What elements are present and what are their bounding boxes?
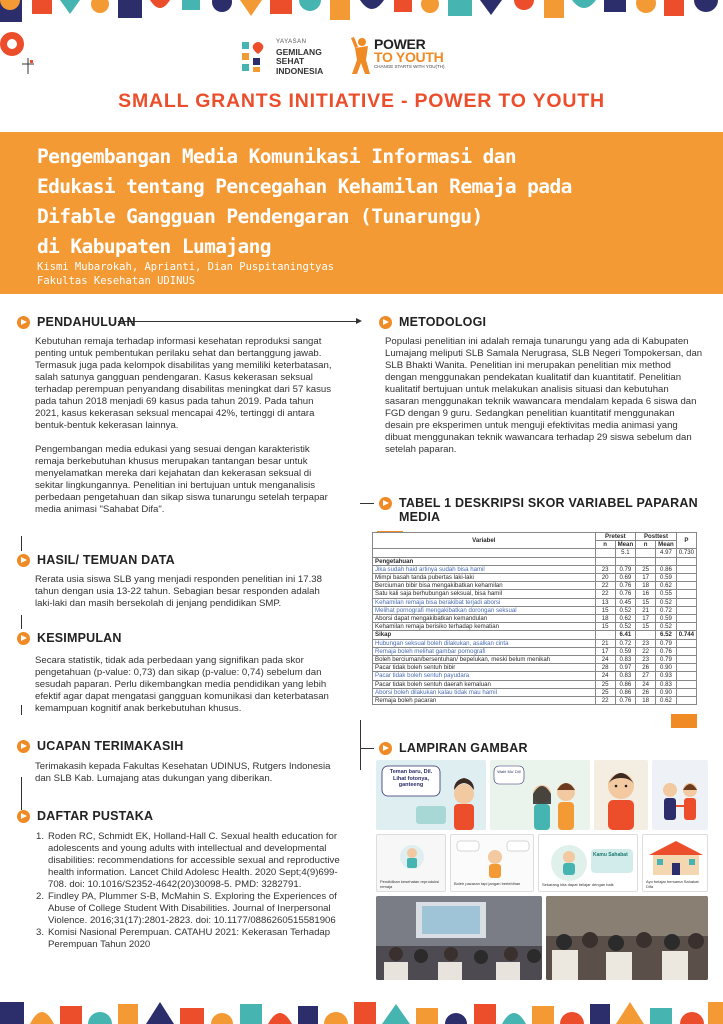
gallery-image-slide-1 <box>376 834 446 892</box>
row-value: 0.83 <box>615 672 636 680</box>
row-value: 15 <box>636 623 656 631</box>
row-value <box>676 615 696 623</box>
ygsi-mark-icon <box>240 40 272 74</box>
row-label: Remaja boleh melihat gambar pornografi <box>373 647 596 655</box>
row-label: Kehamilan remaja bisa berakibat terjadi aborsi <box>373 598 596 606</box>
row-value: 23 <box>636 656 656 664</box>
row-label: Mimpi basah tanda pubertas laki-laki <box>373 574 596 582</box>
ygsi-line: GEMILANG <box>276 46 322 57</box>
table-row <box>373 623 697 631</box>
ygsi-line: SEHAT <box>276 56 305 66</box>
row-value <box>676 647 696 655</box>
section-title: LAMPIRAN GAMBAR <box>399 741 528 755</box>
row-value: 18 <box>595 615 615 623</box>
row-value <box>676 557 696 565</box>
row-value: 18 <box>636 582 656 590</box>
row-value <box>676 672 696 680</box>
row-label: Boleh berciuman/bersentuhan/ bepelukan, meski belum menikah <box>373 656 596 664</box>
row-label: Melihat pornografi mengakibatkan dorongan seksual <box>373 606 596 614</box>
score-table-body <box>373 549 697 705</box>
section-heading-pendahuluan <box>17 314 136 330</box>
row-label: Aborsi dapat mengakibatkan kemandulan <box>373 615 596 623</box>
slide-heading: Kamu Sahabat <box>593 852 628 858</box>
row-value: 4.97 <box>656 549 677 557</box>
row-value <box>676 680 696 688</box>
section-title: DAFTAR PUSTAKA <box>37 809 154 823</box>
section-title: KESIMPULAN <box>37 631 122 645</box>
title-line: di Kabupaten Lumajang <box>37 235 271 258</box>
section-heading-lampiran <box>379 740 528 756</box>
table-row <box>373 574 697 582</box>
gallery-image-slide-3 <box>538 834 638 892</box>
row-value <box>676 574 696 582</box>
row-label: Pacar tidak boleh sentuh bibir <box>373 664 596 672</box>
reference-text: Komisi Nasional Perempuan. CATAHU 2021: Kekerasan Terhadap Perempuan Tahun 2020 <box>48 927 331 950</box>
author-block <box>37 260 334 288</box>
row-value <box>676 697 696 705</box>
row-value: 0.69 <box>615 574 636 582</box>
table-row <box>373 656 697 664</box>
row-value: 0.45 <box>615 598 636 606</box>
ygsi-logo <box>240 38 340 78</box>
section-heading-tabel <box>379 496 699 526</box>
row-value: 22 <box>595 697 615 705</box>
row-value: 0.744 <box>676 631 696 639</box>
image-caption: Sekarang kita dapat belajar dengan baik <box>542 882 614 887</box>
orange-tag <box>671 714 697 728</box>
col-pretest: Pretest <box>595 533 636 541</box>
gallery-image-chat <box>376 760 486 830</box>
affiliation: Fakultas Kesehatan UDINUS <box>37 275 196 287</box>
row-value: 24 <box>595 672 615 680</box>
col-p: P <box>676 533 696 549</box>
image-caption: Ayo belajar bersama Sahabat Difa <box>646 879 699 889</box>
row-label <box>373 549 596 557</box>
gallery-photo-classroom-1 <box>376 896 542 980</box>
row-label: Sikap <box>373 631 596 639</box>
kesimpulan-body <box>35 655 345 727</box>
paragraph: Kebutuhan remaja terhadap informasi kesehatan reproduksi sangat penting untuk pembentukan perilaku sehat dan bertanggung jawab. Termasuk juga pada kelompok disabilitas yang memiliki keterbatasan, salah satunya gangguan pendengaran. Kasus kekerasan seksual terhadap perempuan penyandang disabilitas meningkat dari 57 kasus pada tahun 2018 menjadi 69 kasus pada tahun 2019. Pada tahun 2021, kasus kekerasan seksual mencapai 42%, tertinggi di antara bentuk-bentuk kekerasan lainnya. <box>35 336 332 431</box>
row-value: 0.86 <box>615 688 636 696</box>
arrow-bullet-icon <box>17 632 30 645</box>
row-value <box>676 623 696 631</box>
row-value: 0.76 <box>615 697 636 705</box>
connector-arrowhead <box>356 318 362 324</box>
row-value: 0.59 <box>615 647 636 655</box>
row-value <box>595 557 615 565</box>
authors: Kismi Mubarokah, Aprianti, Dian Puspitaningtyas <box>37 261 335 273</box>
row-value <box>676 598 696 606</box>
table-row <box>373 557 697 565</box>
row-label: Pengetahuan <box>373 557 596 565</box>
reference-number: 3. <box>36 927 45 938</box>
row-value: 6.41 <box>615 631 636 639</box>
paragraph: Secara statistik, tidak ada perbedaan yang signifikan pada skor pengetahuan (p-value: 0,73) dan sikap (p-value: 0,74) sebelum dan sesudah paparan. Perlu dikembangkan media pendidikan yang lebih efektif agar dapat mengatasi gangguan komunikasi dan keterbatasan kemampuan kognitif anak berkebutuhan khusus. <box>35 655 329 714</box>
section-heading-metodologi <box>379 314 486 330</box>
section-title: TABEL 1 DESKRIPSI SKOR VARIABEL PAPARAN MEDIA <box>399 496 698 524</box>
row-value: 22 <box>595 590 615 598</box>
col-mean: Mean <box>656 541 677 549</box>
row-value: 5.1 <box>615 549 636 557</box>
gallery-photo-classroom-2 <box>546 896 708 980</box>
gallery-image-school <box>642 834 708 892</box>
arrow-bullet-icon <box>17 810 30 823</box>
row-value: 15 <box>595 623 615 631</box>
row-value: 0.72 <box>656 606 677 614</box>
top-decorative-band <box>0 0 723 22</box>
arrow-bullet-icon <box>17 740 30 753</box>
row-value: 25 <box>595 688 615 696</box>
title-banner <box>0 132 723 294</box>
row-value: 0.59 <box>656 574 677 582</box>
row-label: Satu kali saja berhubungan seksual, bisa hamil <box>373 590 596 598</box>
row-value: 17 <box>636 615 656 623</box>
poster-title <box>37 142 697 262</box>
section-heading-kesimpulan <box>17 630 122 646</box>
row-value: 28 <box>595 664 615 672</box>
row-value: 13 <box>595 598 615 606</box>
row-value: 0.79 <box>656 656 677 664</box>
row-value <box>676 656 696 664</box>
table-row <box>373 664 697 672</box>
table-row <box>373 606 697 614</box>
row-value: 0.72 <box>615 639 636 647</box>
table-row <box>373 565 697 573</box>
row-value: 24 <box>636 680 656 688</box>
row-value <box>615 557 636 565</box>
connector-line <box>21 705 22 715</box>
row-value: 0.76 <box>615 590 636 598</box>
row-value: 21 <box>595 639 615 647</box>
connector-line <box>360 503 374 504</box>
table-row <box>373 639 697 647</box>
row-value <box>676 590 696 598</box>
bottom-decorative-band <box>0 994 723 1024</box>
row-value: 0.55 <box>656 590 677 598</box>
logo-bar <box>0 34 723 84</box>
score-table-grid <box>372 532 697 705</box>
image-gallery <box>376 760 708 980</box>
row-value: 16 <box>636 590 656 598</box>
row-value <box>676 606 696 614</box>
image-caption: Pendidikan kesehatan reproduksi remaja <box>380 879 440 889</box>
reference-item <box>36 831 341 891</box>
table-row <box>373 697 697 705</box>
table-row <box>373 631 697 639</box>
paragraph: Populasi penelitian ini adalah remaja tunarungu yang ada di Kabupaten Lumajang meliputi SLB Samala Nerugrasa, SLB Negeri Tompokersan, dan SLB Bhakti Wanita. Penelitian ini merupakan penelitian mix method dengan menggunakan pendekatan kualitatif dan kuantitatif. Penelitian kualitatif bertujuan untuk melakukan analisis situasi dan kebutuhan sasaran menggunakan teknik wawancara mendalam kepada 6 siswa dan FGD dengan 9 guru. Sedangkan penelitian kuantitatif menggunakan desain pre eksperimen untuk menguji efektivitas media animasi yang dibuat menggunakan teknik wawancara terhadap 29 siswa sebelum dan setelah paparan. <box>385 336 703 455</box>
row-value: 0.52 <box>656 598 677 606</box>
row-value: 17 <box>595 647 615 655</box>
connector-line <box>360 748 374 749</box>
row-value: 0.83 <box>656 680 677 688</box>
row-label: Aborsi boleh dilakukan kalau tidak mau hamil <box>373 688 596 696</box>
row-value: 0.86 <box>615 680 636 688</box>
row-value: 0.79 <box>615 565 636 573</box>
row-value: 0.76 <box>615 582 636 590</box>
row-value: 15 <box>636 598 656 606</box>
title-line: Difable Gangguan Pendengaran (Tunarungu) <box>37 205 483 228</box>
grant-heading: SMALL GRANTS INITIATIVE - POWER TO YOUTH <box>118 90 605 112</box>
arrow-bullet-icon <box>17 554 30 567</box>
ucapan-body <box>35 761 340 797</box>
row-value <box>676 565 696 573</box>
title-line: Pengembangan Media Komunikasi Informasi dan <box>37 145 517 168</box>
row-value: 0.62 <box>656 582 677 590</box>
row-value: 23 <box>636 639 656 647</box>
pendahuluan-body <box>35 336 340 528</box>
row-label: Kehamilan remaja berisiko terhadap kematian <box>373 623 596 631</box>
arrow-bullet-icon <box>379 316 392 329</box>
section-heading-pustaka <box>17 808 153 824</box>
reference-item <box>36 891 341 927</box>
row-value: 15 <box>595 606 615 614</box>
row-value: 23 <box>595 565 615 573</box>
row-value: 18 <box>636 697 656 705</box>
reference-text: Findley PA, Plummer S-B, McMahin S. Exploring the Experiences of Abuse of College Student With Disabilities. Journal of Inerpersonal Violence. 2016;31(17):2801-2823. doi: 10.1177/0886260515581906 <box>48 891 337 926</box>
row-value: 26 <box>636 664 656 672</box>
section-title: PENDAHULUAN <box>37 315 136 329</box>
gallery-image-girl <box>594 760 648 830</box>
row-value: 0.83 <box>615 656 636 664</box>
table-row <box>373 590 697 598</box>
row-value: 0.93 <box>656 672 677 680</box>
row-label: Pacar tidak boleh sentuh payudara <box>373 672 596 680</box>
row-value <box>656 557 677 565</box>
row-value: 0.62 <box>656 697 677 705</box>
gallery-image-slide-2 <box>450 834 534 892</box>
row-label: Berciuman bibir bisa mengakibatkan kehamilan <box>373 582 596 590</box>
section-title: UCAPAN TERIMAKASIH <box>37 739 184 753</box>
connector-line <box>21 615 22 629</box>
ygsi-small: YAYASAN <box>276 39 307 45</box>
col-variabel: Variabel <box>373 533 596 549</box>
section-heading-hasil <box>17 552 175 568</box>
row-value: 22 <box>636 647 656 655</box>
brand-tagline: CHANGE STARTS WITH YOU(TH) <box>374 64 445 69</box>
section-title: METODOLOGI <box>399 315 487 329</box>
col-n: n <box>595 541 615 549</box>
row-value <box>636 557 656 565</box>
reference-item <box>36 927 341 951</box>
row-value <box>676 639 696 647</box>
row-label: Pacar tidak boleh sentuh daerah kemaluan <box>373 680 596 688</box>
table-row <box>373 582 697 590</box>
arrow-bullet-icon <box>17 316 30 329</box>
brand-line-1: POWER <box>374 36 426 52</box>
speech-bubble-text: Wah! Mo' Dil! <box>497 769 521 774</box>
row-value: 0.730 <box>676 549 696 557</box>
reference-list <box>36 831 341 951</box>
title-line: Edukasi tentang Pencegahan Kehamilan Remaja pada <box>37 175 572 198</box>
row-value <box>676 688 696 696</box>
col-mean: Mean <box>615 541 636 549</box>
row-value: 17 <box>636 574 656 582</box>
row-value <box>595 549 615 557</box>
row-value: 20 <box>595 574 615 582</box>
power-to-youth-logo <box>350 36 470 80</box>
row-value <box>676 582 696 590</box>
table-row <box>373 672 697 680</box>
row-value: 0.52 <box>656 623 677 631</box>
row-value: 0.90 <box>656 664 677 672</box>
row-value: 0.86 <box>656 565 677 573</box>
col-n: n <box>636 541 656 549</box>
connector-line <box>118 321 358 322</box>
metodologi-body <box>385 336 705 468</box>
row-value: 0.62 <box>615 615 636 623</box>
raised-fist-figure-icon <box>350 36 372 76</box>
row-value: 0.59 <box>656 615 677 623</box>
row-value: 0.79 <box>656 639 677 647</box>
col-posttest: Posttest <box>636 533 677 541</box>
connector-line <box>21 536 22 551</box>
connector-line <box>360 720 361 770</box>
row-value: 0.76 <box>656 647 677 655</box>
row-value: 26 <box>636 688 656 696</box>
paragraph: Pengembangan media edukasi yang sesuai dengan karakteristik remaja berkebutuhan khusus merupakan tantangan besar untuk menyelamatkan mereka dari kejahatan dan kekerasan seksual di sekitar lingkungannya. Penelitian ini bertujuan untuk menganalisis perbedaan pengetahuan dan sikap siswa tunarungu setelah terpapar media animasi "Sahabat Difa". <box>35 444 328 515</box>
reference-text: Roden RC, Schmidt EK, Holland-Hall C. Sexual health education for adolescents and young adults with intellectual and developmental disabilities: recommendations for accessible sexual and reproductive health information. Lancet Child Adolesc Health. 2020 Sept;4(9)699-708. doi: 10.1016/S2352-4642(20)30098-5. PMD: 3282791. <box>48 831 340 890</box>
gallery-image-friends <box>490 760 590 830</box>
row-label: Remaja boleh pacaran <box>373 697 596 705</box>
table-row <box>373 647 697 655</box>
reference-number: 1. <box>36 831 45 842</box>
arrow-bullet-icon <box>379 497 392 510</box>
reference-number: 2. <box>36 891 45 902</box>
row-label: Hubungan seksual boleh dilakukan, asalkan cinta <box>373 639 596 647</box>
arrow-bullet-icon <box>379 742 392 755</box>
paragraph: Terimakasih kepada Fakultas Kesehatan UDINUS, Rutgers Indonesia dan SLB Kab. Lumajang atas dukungan yang diberikan. <box>35 761 331 784</box>
row-label: Jika sudah haid artinya sudah bisa hamil <box>373 565 596 573</box>
gallery-image-boy-girl <box>652 760 708 830</box>
row-value: 0.52 <box>615 606 636 614</box>
hasil-body <box>35 574 340 622</box>
row-value: 0.90 <box>656 688 677 696</box>
row-value: 0.97 <box>615 664 636 672</box>
table-row <box>373 598 697 606</box>
section-heading-ucapan <box>17 738 183 754</box>
row-value: 0.52 <box>615 623 636 631</box>
table-row <box>373 615 697 623</box>
row-value: 21 <box>636 606 656 614</box>
row-value: 25 <box>595 680 615 688</box>
table-row <box>373 549 697 557</box>
row-value: 24 <box>595 656 615 664</box>
row-value: 27 <box>636 672 656 680</box>
row-value <box>636 549 656 557</box>
score-table <box>372 532 697 705</box>
ygsi-line: INDONESIA <box>276 65 324 76</box>
image-caption: Boleh pacaran tapi jangan berlebihan <box>454 881 521 886</box>
section-title: HASIL/ TEMUAN DATA <box>37 553 175 567</box>
row-value: 22 <box>595 582 615 590</box>
table-row <box>373 688 697 696</box>
table-row <box>373 680 697 688</box>
row-value <box>636 631 656 639</box>
row-value <box>676 664 696 672</box>
brand-line-2: TO YOUTH <box>374 49 444 65</box>
speech-bubble-text: Teman baru, Dil. Lihat fotonya, ganteeng <box>389 769 433 788</box>
row-value <box>595 631 615 639</box>
paragraph: Rerata usia siswa SLB yang menjadi responden penelitian ini 17.38 tahun dengan usia 13-22 tahun. Sebagian besar responden adalah laki-laki dan masih bersekolah di jenjang pendidikan SMP. <box>35 574 322 609</box>
row-value: 25 <box>636 565 656 573</box>
connector-line <box>21 777 22 810</box>
row-value: 6.52 <box>656 631 677 639</box>
